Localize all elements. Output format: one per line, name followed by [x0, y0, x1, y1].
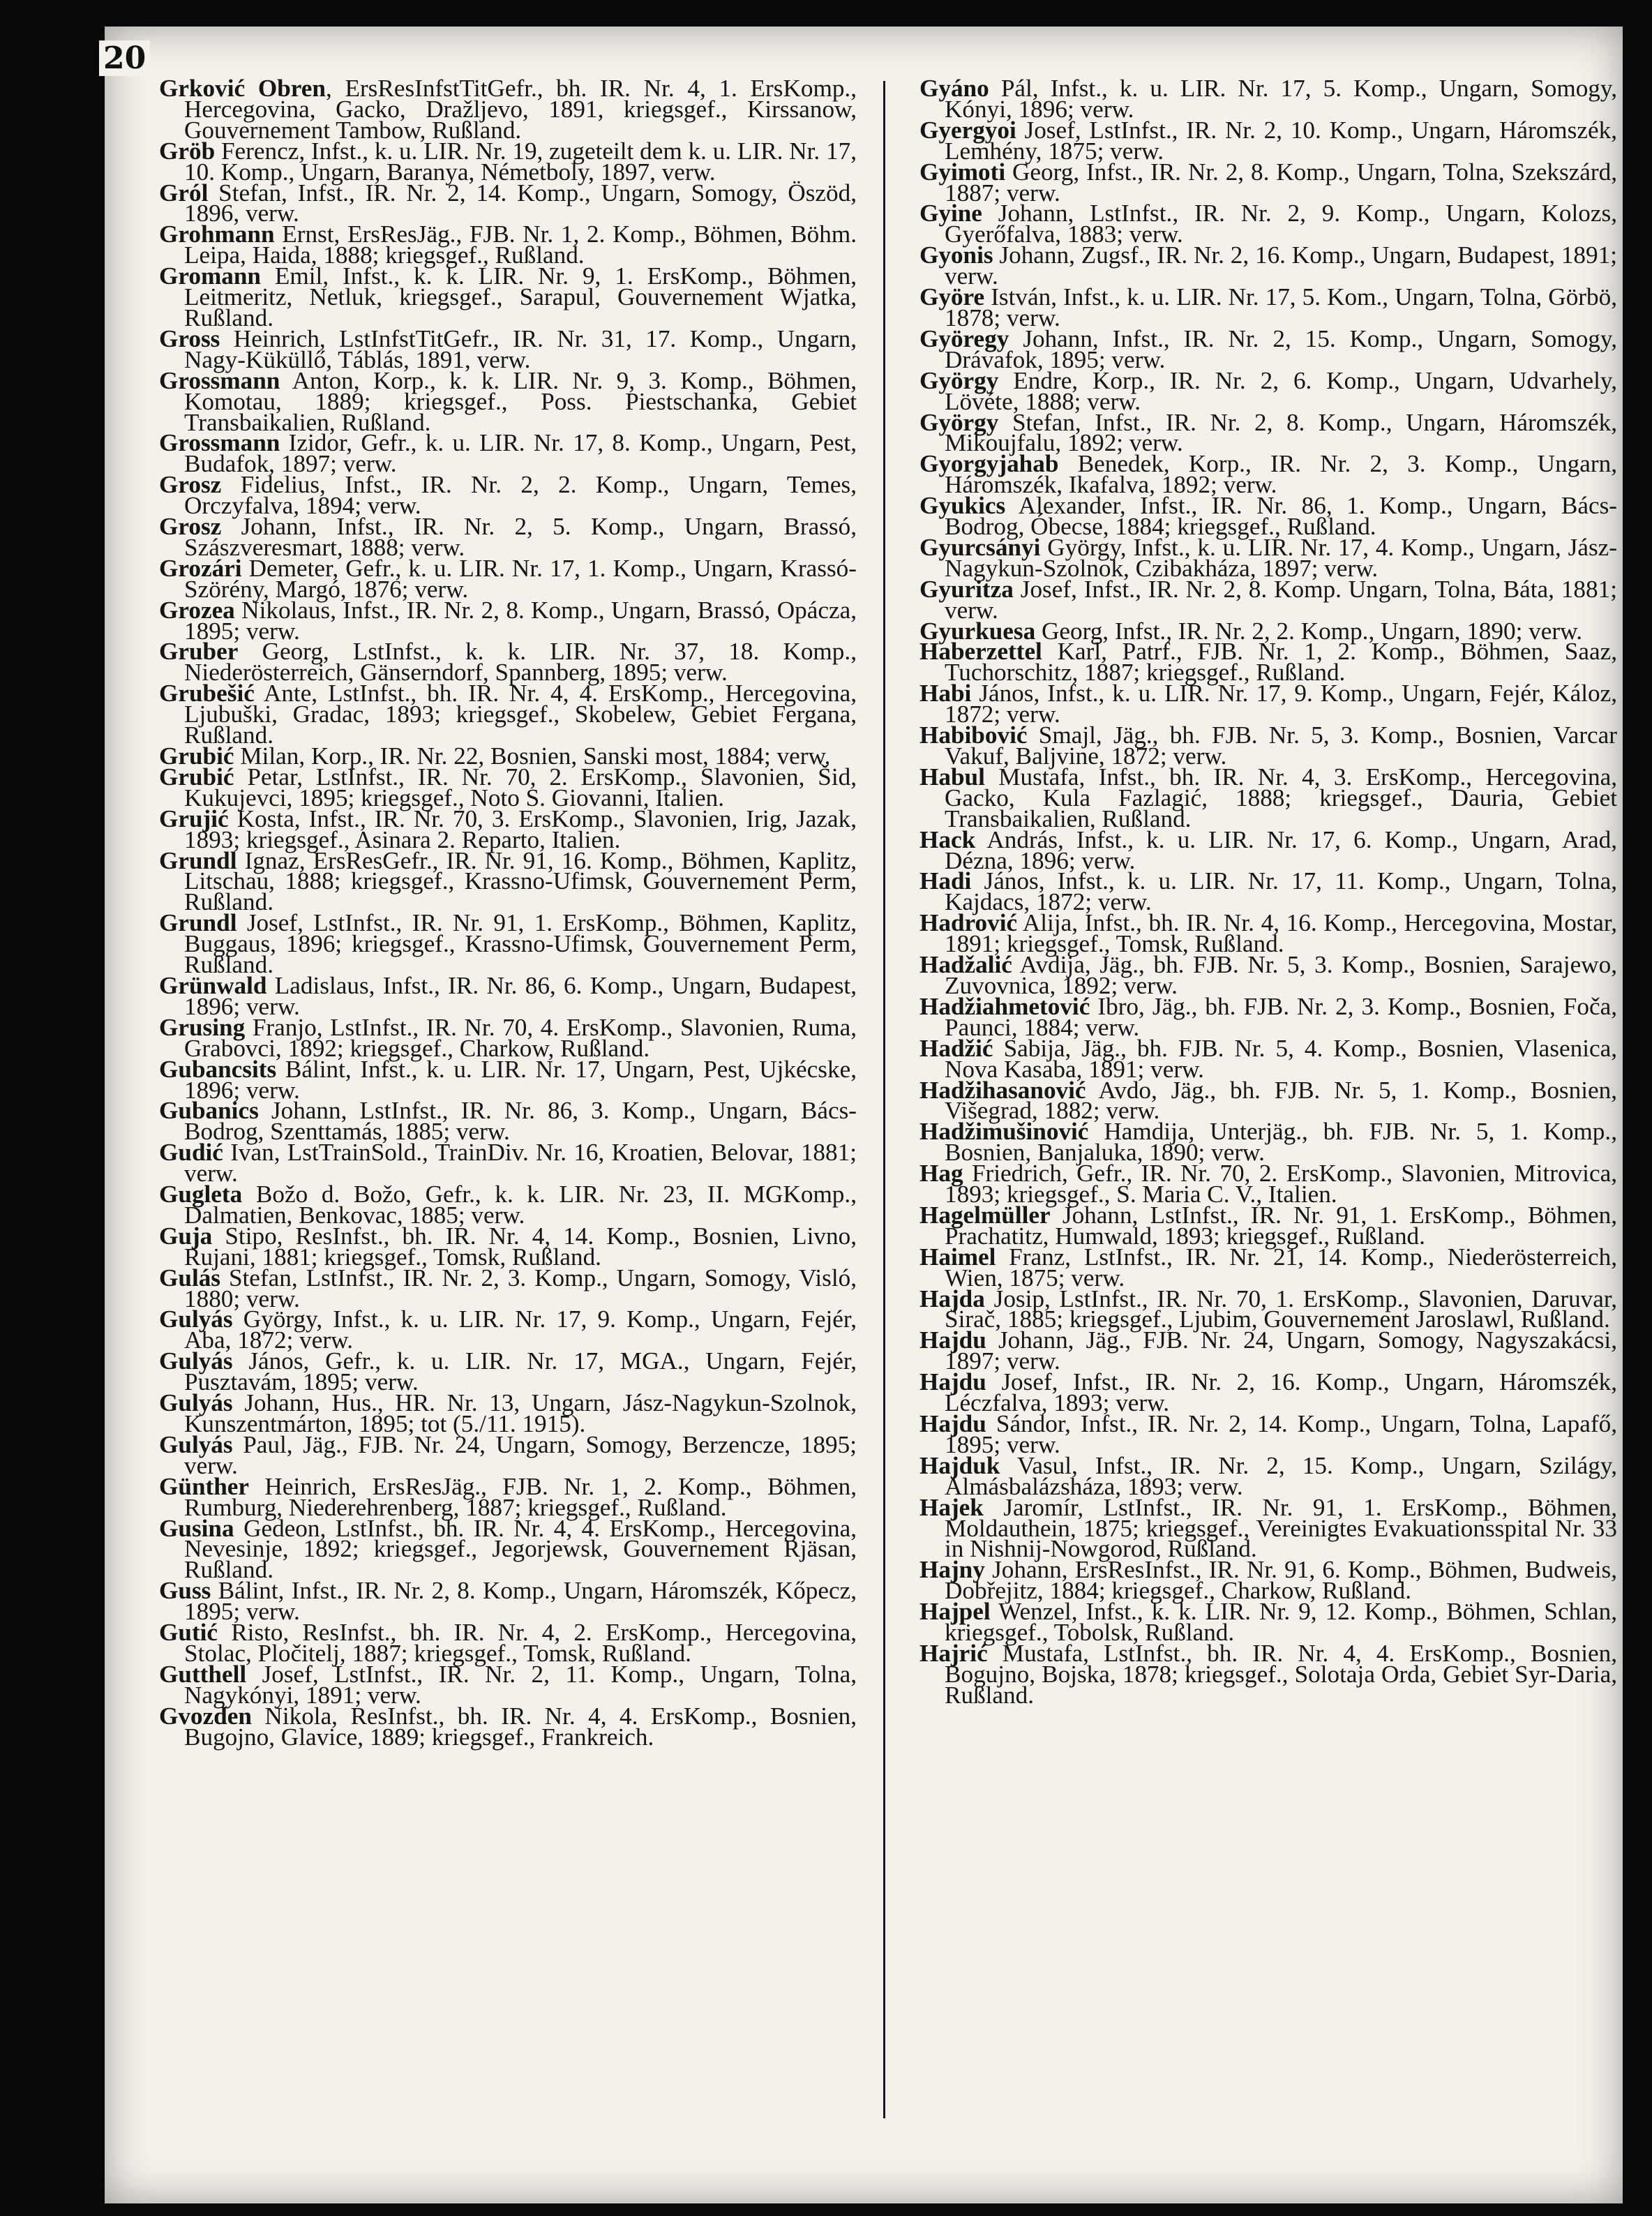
list-item	[919, 1118, 1617, 1167]
list-item	[919, 75, 1617, 123]
entry-surname: Gyorgyjahab	[919, 450, 1059, 478]
entry-details: Ernst, ErsResJäg., FJB. Nr. 1, 2. Komp., Böhmen, Böhm. Leipa, Haida, 1888; kriegsgef., Rußland.	[184, 220, 857, 269]
list-item	[159, 846, 857, 916]
entry-details: Wenzel, Infst., k. k. LIR. Nr. 9, 12. Komp., Böhmen, Schlan, kriegsgef., Tobolsk, Rußland.	[945, 1598, 1617, 1647]
list-item	[919, 1034, 1617, 1083]
entry-surname: György	[919, 366, 999, 394]
entry-surname: Gruber	[159, 638, 239, 666]
entry-surname: Hadžalić	[919, 951, 1012, 979]
list-item	[159, 179, 857, 227]
entry-surname: Gról	[159, 179, 209, 207]
entry-details: Hamdija, Unterjäg., bh. FJB. Nr. 5, 1. Komp., Bosnien, Banjaluka, 1890; verw.	[945, 1118, 1617, 1167]
list-item	[159, 137, 857, 186]
entry-details: János, Infst., k. u. LIR. Nr. 17, 9. Komp., Ungarn, Fejér, Káloz, 1872; verw.	[945, 680, 1617, 728]
list-item	[919, 992, 1617, 1041]
entry-surname: Hadžimušinović	[919, 1118, 1089, 1146]
entry-details: Avdo, Jäg., bh. FJB. Nr. 5, 1. Komp., Bosnien, Višegrad, 1882; verw.	[945, 1076, 1617, 1125]
list-item	[159, 262, 857, 331]
entry-details: András, Infst., k. u. LIR. Nr. 17, 6. Komp., Ungarn, Arad, Dézna, 1896; verw.	[945, 825, 1617, 874]
entry-surname: Hajpel	[919, 1598, 991, 1626]
entry-surname: Haberzettel	[919, 638, 1042, 666]
entry-surname: Grujić	[159, 804, 229, 832]
entry-details: Josip, LstInfst., IR. Nr. 70, 1. ErsKomp., Slavonien, Daruvar, Sirač, 1885; kriegsgef., Ljubim, Gouvernement Jaroslawl, Rußland.	[945, 1285, 1617, 1333]
entry-surname: Hajny	[919, 1556, 985, 1584]
entry-surname: Grubić	[159, 763, 234, 791]
entry-surname: Gyuritza	[919, 575, 1014, 603]
entry-details: Ladislaus, Infst., IR. Nr. 86, 6. Komp., Ungarn, Budapest, 1896; verw.	[184, 971, 857, 1020]
list-item	[159, 1577, 857, 1626]
entry-details: , ErsResInfstTitGefr., bh. IR. Nr. 4, 1. ErsKomp., Hercegovina, Gacko, Dražljevo, 1891, kriegsgef., Kirssanow, Gouvernement Tambow, Rußland.	[184, 75, 857, 144]
list-item	[159, 596, 857, 645]
entry-details: Johann, Jäg., FJB. Nr. 24, Ungarn, Somogy, Nagyszakácsi, 1897; verw.	[945, 1326, 1617, 1375]
entry-surname: Gulyás	[159, 1305, 233, 1333]
entry-details: Johann, LstInfst., IR. Nr. 91, 1. ErsKomp., Böhmen, Prachatitz, Humwald, 1893; kriegsgef., Rußland.	[945, 1201, 1617, 1250]
entry-surname: Gusina	[159, 1514, 234, 1542]
entry-surname: Gyurcsányi	[919, 533, 1041, 561]
entry-details: Petar, LstInfst., IR. Nr. 70, 2. ErsKomp., Slavonien, Šid, Kukujevci, 1895; kriegsgef., Noto S. Giovanni, Italien.	[184, 763, 857, 811]
entry-details: Stipo, ResInfst., bh. IR. Nr. 4, 14. Komp., Bosnien, Livno, Rujani, 1881; kriegsgef., Tomsk, Rußland.	[184, 1222, 857, 1271]
list-item	[919, 533, 1617, 582]
entry-surname: Gutić	[159, 1619, 218, 1647]
entry-surname: Haimel	[919, 1243, 996, 1271]
list-item	[919, 575, 1617, 624]
entry-details: Sándor, Infst., IR. Nr. 2, 14. Komp., Ungarn, Tolna, Lapafő, 1895; verw.	[945, 1410, 1617, 1458]
list-item	[159, 366, 857, 436]
entry-details: Demeter, Gefr., k. u. LIR. Nr. 17, 1. Komp., Ungarn, Krassó-Szörény, Margó, 1876; verw.	[184, 554, 857, 603]
list-item	[159, 1619, 857, 1667]
entry-surname: Gross	[159, 324, 220, 352]
entry-details: Paul, Jäg., FJB. Nr. 24, Ungarn, Somogy, Berzencze, 1895; verw.	[184, 1430, 857, 1479]
list-item	[159, 1347, 857, 1396]
entry-details: Josef, LstInfst., IR. Nr. 2, 11. Komp., Ungarn, Tolna, Nagykónyi, 1891; verw.	[184, 1660, 857, 1709]
list-item	[919, 241, 1617, 290]
list-item	[919, 283, 1617, 331]
list-item	[159, 1430, 857, 1479]
list-item	[159, 1305, 857, 1354]
list-item	[159, 1702, 857, 1751]
list-item	[919, 825, 1617, 874]
list-item	[919, 408, 1617, 457]
entry-surname: Habul	[919, 763, 985, 791]
entry-details: Johann, Infst., IR. Nr. 2, 5. Komp., Ungarn, Brassó, Szászveresmart, 1888; verw.	[184, 513, 857, 561]
entry-details: Heinrich, ErsResJäg., FJB. Nr. 1, 2. Komp., Böhmen, Rumburg, Niederehrenberg, 1887; kriegsgef., Rußland.	[184, 1472, 857, 1521]
entry-details: Alexander, Infst., IR. Nr. 86, 1. Komp., Ungarn, Bács-Bodrog, Óbecse, 1884; kriegsgef., Rußland.	[945, 492, 1617, 541]
entry-surname: Grossmann	[159, 429, 280, 457]
entry-details: Ivan, LstTrainSold., TrainDiv. Nr. 16, Kroatien, Belovar, 1881; verw.	[184, 1139, 857, 1188]
list-item	[919, 366, 1617, 415]
entry-details: Alija, Infst., bh. IR. Nr. 4, 16. Komp., Hercegovina, Mostar, 1891; kriegsgef., Tomsk, Rußland.	[945, 909, 1617, 958]
list-item	[159, 1222, 857, 1271]
entry-surname: Grosz	[159, 471, 222, 499]
entry-details: Anton, Korp., k. k. LIR. Nr. 9, 3. Komp., Böhmen, Komotau, 1889; kriegsgef., Poss. Piestschanka, Gebiet Transbaikalien, Rußland.	[184, 366, 857, 436]
list-item	[919, 763, 1617, 832]
entry-details: István, Infst., k. u. LIR. Nr. 17, 5. Kom., Ungarn, Tolna, Görbö, 1878; verw.	[945, 283, 1617, 331]
entry-surname: Grünwald	[159, 971, 267, 999]
entry-details: Georg, LstInfst., k. k. LIR. Nr. 37, 18. Komp., Niederösterreich, Gänserndorf, Spannberg, 1895; verw.	[184, 638, 857, 687]
entry-surname: Gyergyoi	[919, 116, 1016, 144]
list-item	[919, 116, 1617, 165]
entry-details: Johann, Infst., IR. Nr. 2, 15. Komp., Ungarn, Somogy, Drávafok, 1895; verw.	[945, 324, 1617, 373]
entry-details: Božo d. Božo, Gefr., k. k. LIR. Nr. 23, II. MGKomp., Dalmatien, Benkovac, 1885; verw.	[184, 1181, 857, 1229]
entry-details: Ibro, Jäg., bh. FJB. Nr. 2, 3. Komp., Bosnien, Foča, Paunci, 1884; verw.	[945, 992, 1617, 1041]
list-item	[919, 1556, 1617, 1605]
list-item	[919, 1451, 1617, 1500]
entry-details: Johann, ErsResInfst., IR. Nr. 91, 6. Komp., Böhmen, Budweis, Dobřejitz, 1884; kriegsgef., Charkow, Rußland.	[945, 1556, 1617, 1605]
list-item	[919, 1598, 1617, 1647]
entry-surname: Gyine	[919, 200, 982, 227]
list-item	[159, 971, 857, 1020]
entry-details: Benedek, Korp., IR. Nr. 2, 3. Komp., Ungarn, Háromszék, Ikafalva, 1892; verw.	[945, 450, 1617, 499]
list-item	[919, 1201, 1617, 1250]
list-item	[919, 1639, 1617, 1709]
entry-details: Nikola, ResInfst., bh. IR. Nr. 4, 4. ErsKomp., Bosnien, Bugojno, Glavice, 1889; kriegsgef., Frankreich.	[184, 1702, 857, 1751]
entry-details: Bálint, Infst., IR. Nr. 2, 8. Komp., Ungarn, Háromszék, Kőpecz, 1895; verw.	[184, 1577, 857, 1626]
list-item	[919, 1410, 1617, 1458]
list-item	[919, 1243, 1617, 1292]
entry-details: Risto, ResInfst., bh. IR. Nr. 4, 2. ErsKomp., Hercegovina, Stolac, Pločitelj, 1887; kriegsgef., Tomsk, Rußland.	[184, 1619, 857, 1667]
entry-surname: Hajdu	[919, 1368, 986, 1396]
list-item	[159, 324, 857, 373]
entry-surname: Hagelmüller	[919, 1201, 1051, 1229]
list-item	[919, 450, 1617, 499]
entry-surname: Hadrović	[919, 909, 1018, 937]
entry-surname: Hajdu	[919, 1410, 986, 1437]
list-item	[159, 1660, 857, 1709]
entry-details: Endre, Korp., IR. Nr. 2, 6. Komp., Ungarn, Udvarhely, Lövéte, 1888; verw.	[945, 366, 1617, 415]
right-column	[919, 75, 1617, 1709]
entry-details: Bálint, Infst., k. u. LIR. Nr. 17, Ungarn, Pest, Ujkécske, 1896; verw.	[184, 1055, 857, 1104]
entry-details: Georg, Infst., IR. Nr. 2, 2. Komp., Ungarn, 1890; verw.	[1035, 617, 1582, 645]
entry-details: Izidor, Gefr., k. u. LIR. Nr. 17, 8. Komp., Ungarn, Pest, Budafok, 1897; verw.	[184, 429, 857, 478]
entry-surname: Gröb	[159, 137, 216, 165]
entry-surname: Guss	[159, 1577, 211, 1605]
entry-surname: Habibović	[919, 721, 1028, 749]
list-item	[159, 554, 857, 603]
entry-surname: Habi	[919, 680, 972, 708]
entry-surname: Hadžiahmetović	[919, 992, 1090, 1020]
list-item	[159, 471, 857, 520]
list-item	[159, 1389, 857, 1437]
entry-details: Johann, LstInfst., IR. Nr. 2, 9. Komp., Ungarn, Kolozs, Gyerőfalva, 1883; verw.	[945, 200, 1617, 248]
entry-details: György, Infst., k. u. LIR. Nr. 17, 4. Komp., Ungarn, Jász-Nagykun-Szolnok, Czibakháza, 1897; verw.	[945, 533, 1617, 582]
entry-details: Ignaz, ErsResGefr., IR. Nr. 91, 16. Komp., Böhmen, Kaplitz, Litschau, 1888; kriegsgef., Krassno-Ufimsk, Gouvernement Perm, Rußland.	[184, 846, 857, 916]
entry-surname: Györegy	[919, 324, 1009, 352]
list-item	[919, 680, 1617, 728]
entry-details: Karl, Patrf., FJB. Nr. 1, 2. Komp., Böhmen, Saaz, Tuchorschitz, 1887; kriegsgef., Rußland.	[945, 638, 1617, 687]
entry-surname: Gyukics	[919, 492, 1006, 520]
entry-surname: Hajduk	[919, 1451, 1000, 1479]
entry-surname: Hack	[919, 825, 976, 853]
entry-details: János, Infst., k. u. LIR. Nr. 17, 11. Komp., Ungarn, Tolna, Kajdacs, 1872; verw.	[945, 867, 1617, 916]
entry-surname: Gubancsits	[159, 1055, 277, 1083]
entry-surname: Guja	[159, 1222, 213, 1250]
list-item	[159, 1097, 857, 1146]
entry-details: Kosta, Infst., IR. Nr. 70, 3. ErsKomp., Slavonien, Irig, Jazak, 1893; kriegsgef., Asinara 2. Reparto, Italien.	[184, 804, 857, 853]
entry-details: Jaromír, LstInfst., IR. Nr. 91, 1. ErsKomp., Böhmen, Moldauthein, 1875; kriegsgef., Vereinigtes Evakuationsspital Nr. 33 in Nishnij-Nowgorod, Rußland.	[945, 1493, 1617, 1563]
entry-surname: Hadžić	[919, 1034, 993, 1062]
entry-surname: Hadžihasanović	[919, 1076, 1086, 1104]
entry-details: Johann, Hus., HR. Nr. 13, Ungarn, Jász-Nagykun-Szolnok, Kunszentmárton, 1895; tot (5./11. 1915).	[184, 1389, 857, 1437]
list-item	[919, 721, 1617, 770]
entry-details: Milan, Korp., IR. Nr. 22, Bosnien, Sanski most, 1884; verw.	[234, 742, 831, 770]
entry-details: Avdija, Jäg., bh. FJB. Nr. 5, 3. Komp., Bosnien, Sarajewo, Zuvovnica, 1892; verw.	[945, 951, 1617, 999]
left-column	[159, 75, 857, 1751]
list-item	[159, 680, 857, 749]
list-item	[159, 1139, 857, 1188]
entry-surname: Hag	[919, 1160, 963, 1188]
entry-details: Ferencz, Infst., k. u. LIR. Nr. 19, zugeteilt dem k. u. LIR. Nr. 17, 10. Komp., Ungarn, Baranya, Németboly, 1897, verw.	[184, 137, 857, 186]
list-item	[919, 1493, 1617, 1563]
entry-surname: Gulyás	[159, 1389, 233, 1417]
list-item	[159, 638, 857, 687]
entry-surname: Gyimoti	[919, 158, 1006, 186]
entry-details: Johann, LstInfst., IR. Nr. 86, 3. Komp., Ungarn, Bács-Bodrog, Szenttamás, 1885; verw.	[184, 1097, 857, 1146]
list-item	[919, 638, 1617, 687]
entry-details: Vasul, Infst., IR. Nr. 2, 15. Komp., Ungarn, Szilágy, Almásbalázsháza, 1893; verw.	[945, 1451, 1617, 1500]
list-item	[919, 1076, 1617, 1125]
list-item	[919, 1160, 1617, 1208]
entry-details: Josef, Infst., IR. Nr. 2, 8. Komp. Ungarn, Tolna, Báta, 1881; verw.	[945, 575, 1617, 624]
page-number: 20	[99, 40, 150, 76]
list-item	[919, 324, 1617, 373]
list-item	[159, 1472, 857, 1521]
entry-details: György, Infst., k. u. LIR. Nr. 17, 9. Komp., Ungarn, Fejér, Aba, 1872; verw.	[184, 1305, 857, 1354]
entry-details: Emil, Infst., k. k. LIR. Nr. 9, 1. ErsKomp., Böhmen, Leitmeritz, Netluk, kriegsgef., Sarapul, Gouvernement Wjatka, Rußland.	[184, 262, 857, 331]
entry-surname: Gyonis	[919, 241, 993, 269]
entry-surname: Gvozden	[159, 1702, 252, 1730]
entry-details: Nikolaus, Infst., IR. Nr. 2, 8. Komp., Ungarn, Brassó, Opácza, 1895; verw.	[184, 596, 857, 645]
entry-surname: Gulyás	[159, 1430, 233, 1458]
entry-surname: Gyáno	[919, 75, 989, 102]
entry-surname: Grubešić	[159, 680, 255, 708]
list-item	[159, 513, 857, 561]
entry-surname: Gubanics	[159, 1097, 259, 1125]
entry-surname: Hajrić	[919, 1639, 988, 1667]
entry-surname: Hajda	[919, 1285, 985, 1312]
entry-surname: Hajdu	[919, 1326, 986, 1354]
list-item	[919, 1326, 1617, 1375]
list-item	[919, 1368, 1617, 1417]
entry-details: Stefan, Infst., IR. Nr. 2, 8. Komp., Ungarn, Háromszék, Mikoujfalu, 1892; verw.	[945, 408, 1617, 457]
entry-surname: Grossmann	[159, 366, 280, 394]
entry-details: Friedrich, Gefr., IR. Nr. 70, 2. ErsKomp., Slavonien, Mitrovica, 1893; kriegsgef., S. Maria C. V., Italien.	[945, 1160, 1617, 1208]
entry-details: Pál, Infst., k. u. LIR. Nr. 17, 5. Komp., Ungarn, Somogy, Kónyi, 1896; verw.	[945, 75, 1617, 123]
entry-surname: Györe	[919, 283, 985, 311]
entry-surname: Grosz	[159, 513, 222, 541]
entry-surname: Gudić	[159, 1139, 223, 1167]
entry-surname: Hadi	[919, 867, 972, 895]
entry-details: Mustafa, LstInfst., bh. IR. Nr. 4, 4. ErsKomp., Bosnien, Bogujno, Bojska, 1878; kriegsgef., Solotaja Orda, Gebiet Syr-Daria, Rußland.	[945, 1639, 1617, 1709]
entry-details: Fidelius, Infst., IR. Nr. 2, 2. Komp., Ungarn, Temes, Orczyfalva, 1894; verw.	[184, 471, 857, 520]
entry-details: Sabija, Jäg., bh. FJB. Nr. 5, 4. Komp., Bosnien, Vlasenica, Nova Kasaba, 1891; verw.	[945, 1034, 1617, 1083]
list-item	[159, 909, 857, 979]
entry-surname: Gulás	[159, 1264, 221, 1292]
list-item	[159, 1514, 857, 1584]
entry-details: Stefan, Infst., IR. Nr. 2, 14. Komp., Ungarn, Somogy, Öszöd, 1896, verw.	[184, 179, 857, 227]
entry-details: Josef, Infst., IR. Nr. 2, 16. Komp., Ungarn, Háromszék, Léczfalva, 1893; verw.	[945, 1368, 1617, 1417]
list-item	[159, 75, 857, 144]
entry-surname: Grozári	[159, 554, 242, 582]
entry-details: Mustafa, Infst., bh. IR. Nr. 4, 3. ErsKomp., Hercegovina, Gacko, Kula Fazlagić, 1888; kriegsgef., Dauria, Gebiet Transbaikalien, Rußland.	[945, 763, 1617, 832]
list-item	[159, 1013, 857, 1062]
entry-details: Smajl, Jäg., bh. FJB. Nr. 5, 3. Komp., Bosnien, Varcar Vakuf, Baljvine, 1872; verw.	[945, 721, 1617, 770]
entry-surname: Grozea	[159, 596, 235, 624]
list-item	[159, 804, 857, 853]
list-item	[919, 1285, 1617, 1333]
entry-surname: Gulyás	[159, 1347, 233, 1375]
list-item	[159, 1055, 857, 1104]
list-item	[159, 429, 857, 478]
entry-surname: Grubić	[159, 742, 234, 770]
entry-surname: Gromann	[159, 262, 261, 290]
entry-surname: Grohmann	[159, 220, 275, 248]
entry-details: Gedeon, LstInfst., bh. IR. Nr. 4, 4. ErsKomp., Hercegovina, Nevesinje, 1892; kriegsgef., Jegorjewsk, Gouvernement Rjäsan, Rußland.	[184, 1514, 857, 1584]
list-item	[919, 867, 1617, 916]
entry-details: Johann, Zugsf., IR. Nr. 2, 16. Komp., Ungarn, Budapest, 1891; verw.	[945, 241, 1617, 290]
list-item	[159, 1181, 857, 1229]
entry-details: Georg, Infst., IR. Nr. 2, 8. Komp., Ungarn, Tolna, Szekszárd, 1887; verw.	[945, 158, 1617, 207]
entry-details: Stefan, LstInfst., IR. Nr. 2, 3. Komp., Ungarn, Somogy, Visló, 1880; verw.	[184, 1264, 857, 1312]
list-item	[159, 763, 857, 811]
list-item	[919, 951, 1617, 999]
column-divider	[883, 81, 885, 2118]
list-item	[159, 1264, 857, 1312]
entry-details: Heinrich, LstInfstTitGefr., IR. Nr. 31, 17. Komp., Ungarn, Nagy-Küküllő, Táblás, 1891, verw.	[184, 324, 857, 373]
entry-details: Franjo, LstInfst., IR. Nr. 70, 4. ErsKomp., Slavonien, Ruma, Grabovci, 1892; kriegsgef., Charkow, Rußland.	[184, 1013, 857, 1062]
entry-details: Ante, LstInfst., bh. IR. Nr. 4, 4. ErsKomp., Hercegovina, Ljubuški, Gradac, 1893; kriegsgef., Skobelew, Gebiet Fergana, Rußland.	[184, 680, 857, 749]
entry-details: János, Gefr., k. u. LIR. Nr. 17, MGA., Ungarn, Fejér, Pusztavám, 1895; verw.	[184, 1347, 857, 1396]
entry-surname: Grusing	[159, 1013, 246, 1041]
entry-surname: Hajek	[919, 1493, 984, 1521]
entry-surname: Gugleta	[159, 1181, 243, 1208]
list-item	[159, 220, 857, 269]
entry-surname: György	[919, 408, 999, 436]
list-item	[919, 492, 1617, 541]
entry-surname: Gutthell	[159, 1660, 247, 1688]
entry-surname: Gyurkuesa	[919, 617, 1036, 645]
entry-details: Franz, LstInfst., IR. Nr. 21, 14. Komp., Niederösterreich, Wien, 1875; verw.	[945, 1243, 1617, 1292]
entry-surname: Günther	[159, 1472, 250, 1500]
list-item	[919, 158, 1617, 207]
entry-surname: Grundl	[159, 909, 237, 937]
list-item	[919, 909, 1617, 958]
entry-surname: Grković Obren	[159, 75, 326, 102]
entry-details: Josef, LstInfst., IR. Nr. 91, 1. ErsKomp., Böhmen, Kaplitz, Buggaus, 1896; kriegsgef., Krassno-Ufimsk, Gouvernement Perm, Rußland.	[184, 909, 857, 979]
list-item	[919, 200, 1617, 248]
entry-details: Josef, LstInfst., IR. Nr. 2, 10. Komp., Ungarn, Háromszék, Lemhény, 1875; verw.	[945, 116, 1617, 165]
entry-surname: Grundl	[159, 846, 237, 874]
